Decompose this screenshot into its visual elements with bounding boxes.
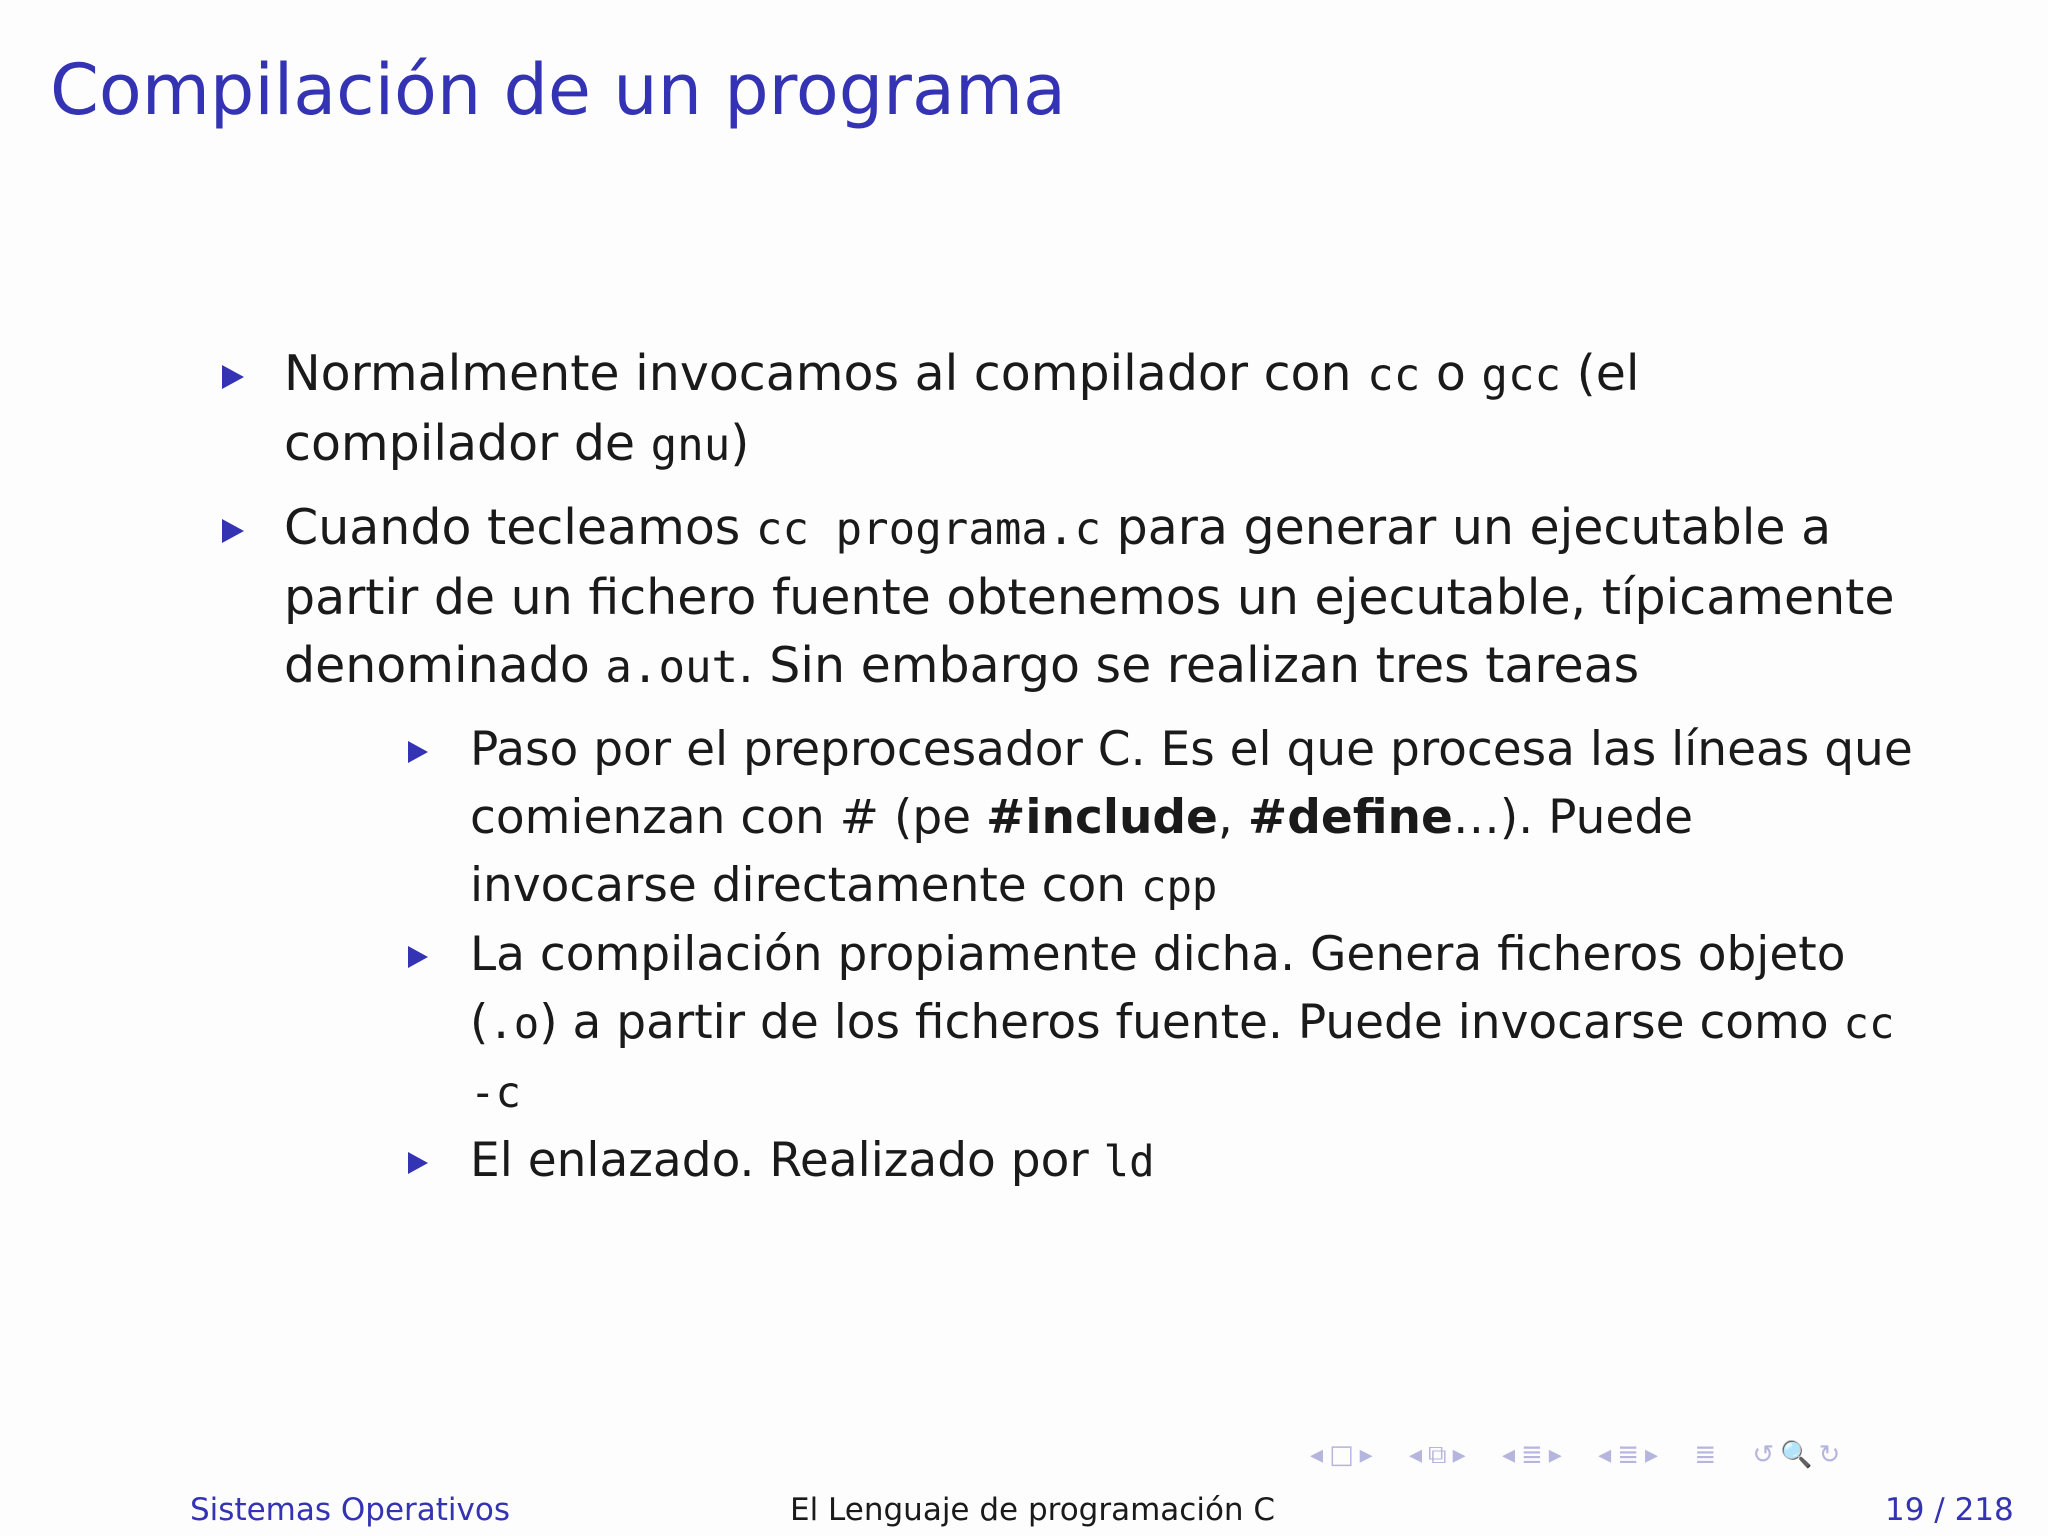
code-cpp: cpp	[1141, 862, 1218, 911]
align-icon[interactable]: ≣	[1694, 1440, 1717, 1470]
frame-icon[interactable]: □	[1329, 1440, 1354, 1470]
beamer-navigation	[1310, 1440, 1846, 1474]
item-text: Paso por el preprocesador C. Es el que procesa las líneas que comienzan con # (pe	[470, 722, 1913, 845]
footer-page-number: 19 / 218	[1885, 1492, 2014, 1528]
prev-section-icon[interactable]: ◂	[1501, 1440, 1515, 1470]
bullet-triangle-icon	[408, 1152, 428, 1174]
list-item	[220, 494, 1920, 1196]
bullet-triangle-icon	[408, 741, 428, 763]
forward-icon[interactable]: ↻	[1818, 1440, 1841, 1470]
item-text: ) a partir de los ficheros fuente. Puede invocarse como	[539, 995, 1844, 1050]
prev-chapter-icon[interactable]: ◂	[1598, 1440, 1612, 1470]
sub-list	[284, 716, 1920, 1196]
next-frame-icon[interactable]: ▸	[1359, 1440, 1373, 1470]
item-text: Normalmente invocamos al compilador con	[284, 345, 1368, 402]
item-text: para generar un ejecutable a partir de un fichero fuente obtenemos un ejecutable, típicamente denominado	[284, 499, 1895, 694]
sub-list-item	[408, 716, 1920, 921]
bullet-list	[220, 340, 1920, 1196]
subsection-icon[interactable]: ⧉	[1428, 1440, 1447, 1470]
item-text: …). Puede invocarse directamente con	[470, 790, 1694, 913]
search-icon[interactable]: 🔍	[1780, 1440, 1813, 1470]
item-text: )	[730, 415, 750, 472]
next-section-icon[interactable]: ▸	[1548, 1440, 1562, 1470]
back-icon[interactable]: ↺	[1752, 1440, 1775, 1470]
item-text: o	[1420, 345, 1482, 402]
code-ld: ld	[1103, 1137, 1155, 1186]
prev-subsection-icon[interactable]: ◂	[1408, 1440, 1423, 1470]
keyword-include: #include	[986, 790, 1218, 845]
slide-title: Compilación de un programa	[50, 49, 1066, 131]
code-cc-c: cc -c	[470, 999, 1895, 1117]
next-subsection-icon[interactable]: ▸	[1452, 1440, 1466, 1470]
code-aout: a.out	[605, 642, 739, 693]
item-text: La compilación propiamente dicha. Genera ficheros objeto (	[470, 927, 1846, 1050]
code-command: cc programa.c	[755, 504, 1102, 555]
item-text: . Sin embargo se realizan tres tareas	[738, 637, 1640, 694]
list-item	[220, 340, 1920, 480]
footer-topic: El Lenguaje de programación C	[790, 1492, 1276, 1528]
keyword-define: #define	[1247, 790, 1453, 845]
item-text: (el compilador de	[284, 345, 1640, 472]
code-o: .o	[488, 999, 540, 1048]
slide-footer	[0, 1490, 2048, 1530]
bullet-triangle-icon	[222, 365, 244, 389]
item-text: Cuando tecleamos	[284, 499, 756, 556]
item-text: ,	[1217, 790, 1248, 845]
prev-frame-icon[interactable]: ◂	[1310, 1440, 1324, 1470]
code-gnu: gnu	[650, 420, 731, 471]
bullet-triangle-icon	[408, 946, 428, 968]
item-text: El enlazado. Realizado por	[470, 1133, 1104, 1188]
code-gcc: gcc	[1481, 350, 1562, 401]
sub-list-item	[408, 1127, 1920, 1196]
bullet-triangle-icon	[222, 519, 244, 543]
code-cc: cc	[1367, 350, 1421, 401]
sub-list-item	[408, 921, 1920, 1127]
section-icon[interactable]: ≣	[1521, 1440, 1543, 1470]
chapter-icon[interactable]: ≣	[1617, 1440, 1639, 1470]
footer-course: Sistemas Operativos	[190, 1492, 510, 1528]
next-chapter-icon[interactable]: ▸	[1644, 1440, 1659, 1470]
